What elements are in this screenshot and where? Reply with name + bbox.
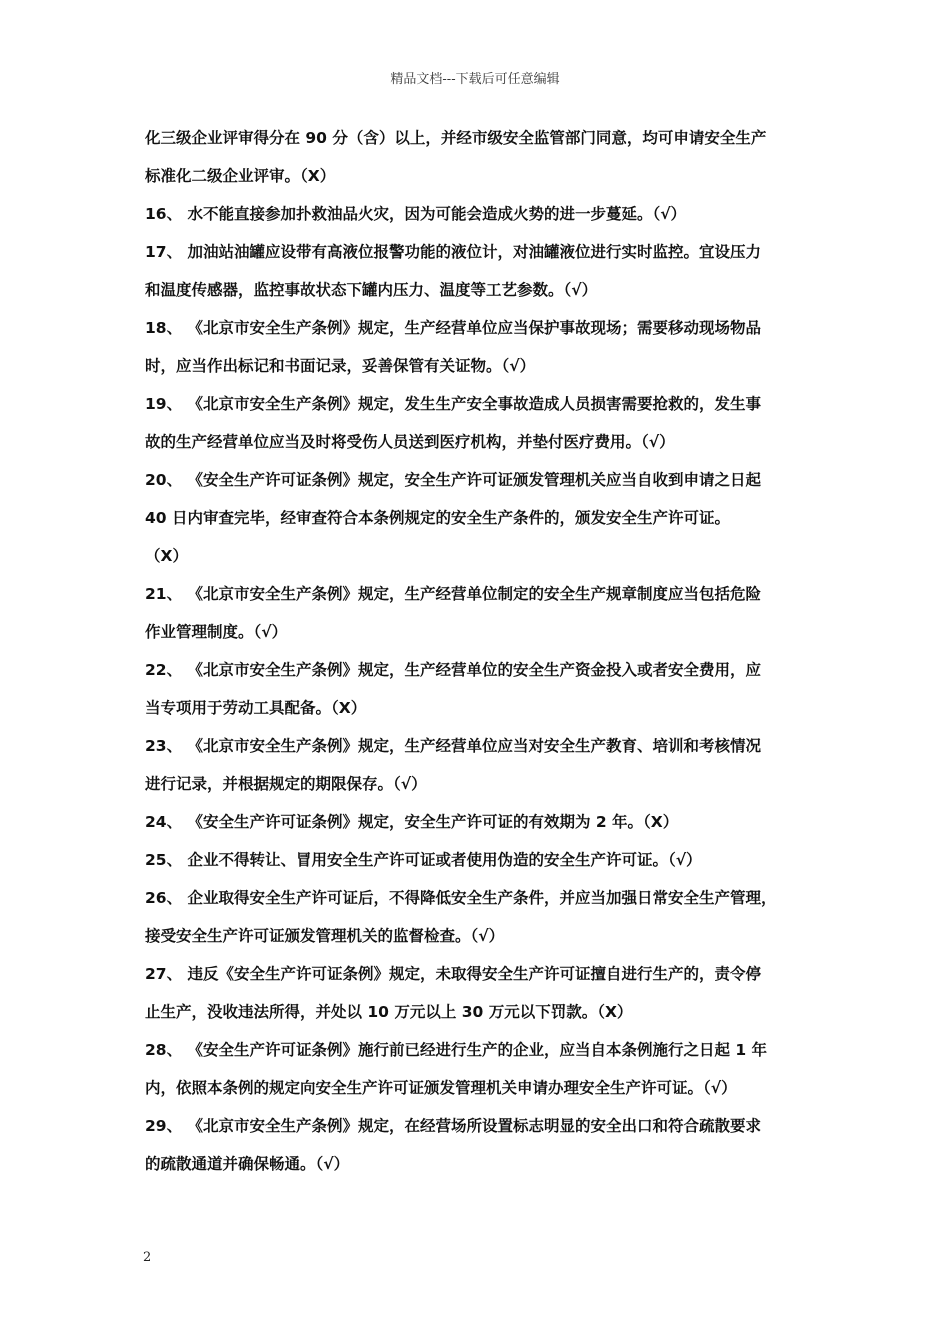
text-line: 止生产，没收违法所得，并处以 10 万元以上 30 万元以下罚款。（X） <box>145 1003 633 1021</box>
text-line: 25、 企业不得转让、冒用安全生产许可证或者使用伪造的安全生产许可证。（√） <box>145 851 702 869</box>
text-line: 内，依照本条例的规定向安全生产许可证颁发管理机关申请办理安全生产许可证。（√） <box>145 1079 737 1097</box>
text-line: 标准化二级企业评审。（X） <box>145 167 336 185</box>
text-line: 时，应当作出标记和书面记录，妥善保管有关证物。（√） <box>145 357 536 375</box>
text-line: 故的生产经营单位应当及时将受伤人员送到医疗机构，并垫付医疗费用。（√） <box>145 433 675 451</box>
text-line: 作业管理制度。（√） <box>145 623 288 641</box>
text-line: 18、 《北京市安全生产条例》规定，生产经营单位应当保护事故现场；需要移动现场物品 <box>145 319 761 337</box>
text-line: 进行记录，并根据规定的期限保存。（√） <box>145 775 427 793</box>
text-line: 27、 违反《安全生产许可证条例》规定，未取得安全生产许可证擅自进行生产的，责令停 <box>145 965 761 983</box>
text-line: 17、 加油站油罐应设带有高液位报警功能的液位计，对油罐液位进行实时监控。宜设压力 <box>145 243 761 261</box>
text-line: 40 日内审查完毕，经审查符合本条例规定的安全生产条件的，颁发安全生产许可证。 <box>145 509 730 527</box>
text-line: 26、 企业取得安全生产许可证后，不得降低安全生产条件，并应当加强日常安全生产管理， <box>145 889 777 907</box>
text-line: 和温度传感器，监控事故状态下罐内压力、温度等工艺参数。（√） <box>145 281 598 299</box>
text-line: 29、 《北京市安全生产条例》规定，在经营场所设置标志明显的安全出口和符合疏散要求 <box>145 1117 761 1135</box>
text-line: 的疏散通道并确保畅通。（√） <box>145 1155 350 1173</box>
page-number: 2 <box>143 1250 152 1265</box>
document-body <box>145 119 825 1183</box>
text-line: 16、 水不能直接参加扑救油品火灾，因为可能会造成火势的进一步蔓延。（√） <box>145 205 687 223</box>
text-line: 24、 《安全生产许可证条例》规定，安全生产许可证的有效期为 2 年。（X） <box>145 813 679 831</box>
text-line: 28、 《安全生产许可证条例》施行前已经进行生产的企业，应当自本条例施行之日起 1 年 <box>145 1041 768 1059</box>
text-line: 19、 《北京市安全生产条例》规定，发生生产安全事故造成人员损害需要抢救的，发生事 <box>145 395 761 413</box>
page-header: 精品文档---下载后可任意编辑 <box>390 72 560 87</box>
text-line: （X） <box>145 547 188 565</box>
text-line: 化三级企业评审得分在 90 分（含）以上，并经市级安全监管部门同意，均可申请安全生产 <box>145 129 767 147</box>
text-line: 20、 《安全生产许可证条例》规定，安全生产许可证颁发管理机关应当自收到申请之日起 <box>145 471 761 489</box>
text-line: 21、 《北京市安全生产条例》规定，生产经营单位制定的安全生产规章制度应当包括危险 <box>145 585 761 603</box>
text-line: 22、 《北京市安全生产条例》规定，生产经营单位的安全生产资金投入或者安全费用，应 <box>145 661 761 679</box>
text-line: 接受安全生产许可证颁发管理机关的监督检查。（√） <box>145 927 505 945</box>
text-line: 23、 《北京市安全生产条例》规定，生产经营单位应当对安全生产教育、培训和考核情况 <box>145 737 761 755</box>
text-line: 当专项用于劳动工具配备。（X） <box>145 699 367 717</box>
